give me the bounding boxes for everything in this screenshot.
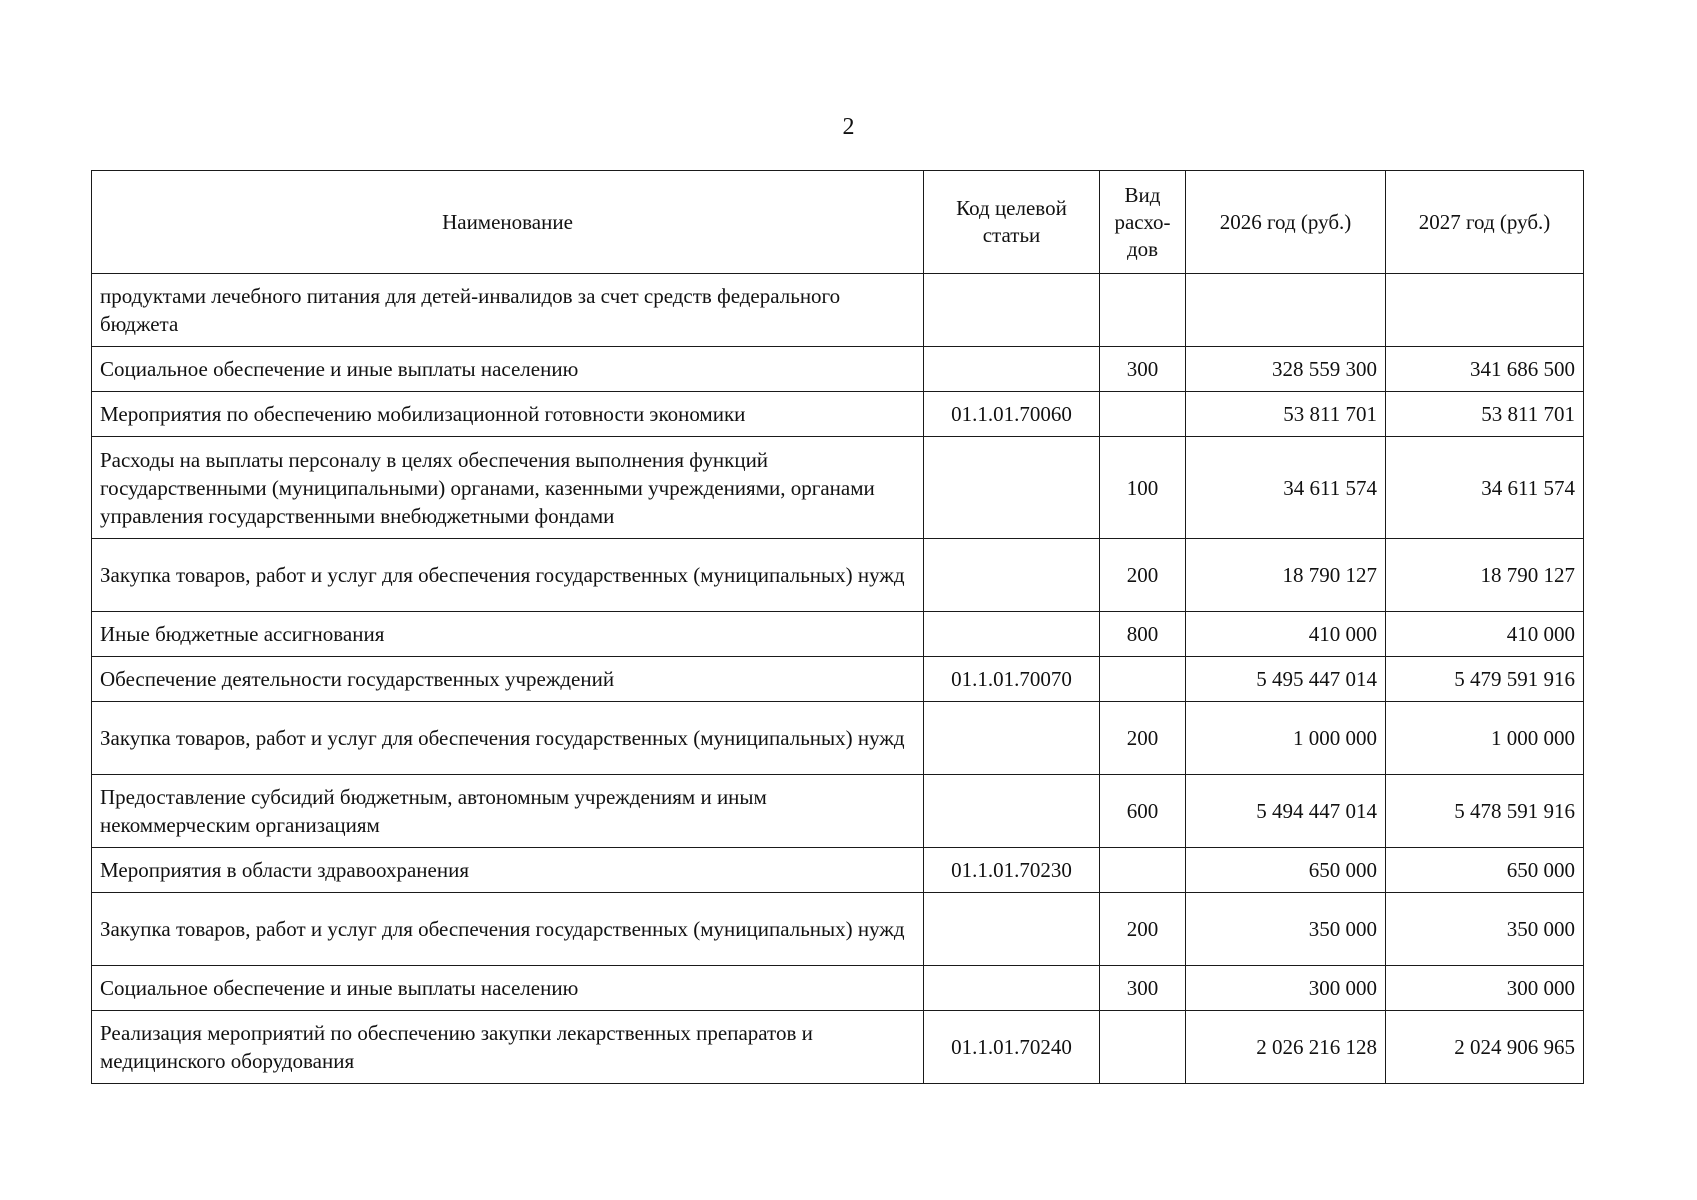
cell-2027: 650 000 xyxy=(1386,848,1584,893)
cell-code xyxy=(924,539,1100,612)
cell-2027: 300 000 xyxy=(1386,966,1584,1011)
cell-code xyxy=(924,893,1100,966)
cell-2027: 341 686 500 xyxy=(1386,347,1584,392)
cell-code: 01.1.01.70240 xyxy=(924,1011,1100,1084)
cell-code xyxy=(924,437,1100,539)
cell-name: Закупка товаров, работ и услуг для обеспечения государственных (муниципальных) нужд xyxy=(92,893,924,966)
cell-kind: 800 xyxy=(1100,612,1186,657)
header-kind: Вид расхо-дов xyxy=(1100,171,1186,274)
cell-kind xyxy=(1100,392,1186,437)
cell-kind: 300 xyxy=(1100,347,1186,392)
cell-code xyxy=(924,274,1100,347)
cell-2026: 34 611 574 xyxy=(1186,437,1386,539)
table-row xyxy=(92,392,1584,437)
page-number: 2 xyxy=(842,114,855,140)
budget-table xyxy=(91,170,1584,1084)
cell-code xyxy=(924,966,1100,1011)
cell-2027: 18 790 127 xyxy=(1386,539,1584,612)
cell-2026: 350 000 xyxy=(1186,893,1386,966)
cell-kind xyxy=(1100,1011,1186,1084)
cell-name: Социальное обеспечение и иные выплаты населению xyxy=(92,966,924,1011)
header-2026: 2026 год (руб.) xyxy=(1186,171,1386,274)
cell-name: Мероприятия по обеспечению мобилизационной готовности экономики xyxy=(92,392,924,437)
cell-code xyxy=(924,347,1100,392)
table-row xyxy=(92,702,1584,775)
table-row xyxy=(92,437,1584,539)
cell-2027: 410 000 xyxy=(1386,612,1584,657)
cell-name: Реализация мероприятий по обеспечению закупки лекарственных препаратов и медицинского оборудования xyxy=(92,1011,924,1084)
cell-name: Расходы на выплаты персоналу в целях обеспечения выполнения функций государственными (муниципальными) органами, казенными учреждениями, органами управления государственными внебюджетными фондами xyxy=(92,437,924,539)
table-row xyxy=(92,775,1584,848)
cell-2026: 410 000 xyxy=(1186,612,1386,657)
cell-2027: 350 000 xyxy=(1386,893,1584,966)
cell-2027: 5 479 591 916 xyxy=(1386,657,1584,702)
header-name: Наименование xyxy=(92,171,924,274)
cell-code xyxy=(924,702,1100,775)
cell-2027: 53 811 701 xyxy=(1386,392,1584,437)
table-row xyxy=(92,539,1584,612)
cell-kind: 200 xyxy=(1100,702,1186,775)
table-row xyxy=(92,612,1584,657)
cell-name: Обеспечение деятельности государственных учреждений xyxy=(92,657,924,702)
table-row xyxy=(92,848,1584,893)
cell-name: Социальное обеспечение и иные выплаты населению xyxy=(92,347,924,392)
cell-kind: 300 xyxy=(1100,966,1186,1011)
cell-2027: 1 000 000 xyxy=(1386,702,1584,775)
cell-code xyxy=(924,612,1100,657)
table-row xyxy=(92,274,1584,347)
cell-name: Иные бюджетные ассигнования xyxy=(92,612,924,657)
cell-2027 xyxy=(1386,274,1584,347)
cell-2027: 34 611 574 xyxy=(1386,437,1584,539)
cell-kind: 200 xyxy=(1100,539,1186,612)
cell-name: продуктами лечебного питания для детей-инвалидов за счет средств федерального бюджета xyxy=(92,274,924,347)
table-row xyxy=(92,1011,1584,1084)
table-row xyxy=(92,347,1584,392)
cell-2026: 18 790 127 xyxy=(1186,539,1386,612)
cell-code: 01.1.01.70230 xyxy=(924,848,1100,893)
cell-name: Закупка товаров, работ и услуг для обеспечения государственных (муниципальных) нужд xyxy=(92,702,924,775)
cell-name: Мероприятия в области здравоохранения xyxy=(92,848,924,893)
cell-kind: 100 xyxy=(1100,437,1186,539)
cell-kind: 600 xyxy=(1100,775,1186,848)
cell-2026: 5 495 447 014 xyxy=(1186,657,1386,702)
table-row xyxy=(92,893,1584,966)
table-row xyxy=(92,657,1584,702)
cell-2026: 650 000 xyxy=(1186,848,1386,893)
cell-code: 01.1.01.70060 xyxy=(924,392,1100,437)
cell-kind xyxy=(1100,274,1186,347)
header-code: Код целевой статьи xyxy=(924,171,1100,274)
cell-kind xyxy=(1100,657,1186,702)
cell-2027: 5 478 591 916 xyxy=(1386,775,1584,848)
cell-name: Предоставление субсидий бюджетным, автономным учреждениям и иным некоммерческим организациям xyxy=(92,775,924,848)
cell-2027: 2 024 906 965 xyxy=(1386,1011,1584,1084)
cell-code: 01.1.01.70070 xyxy=(924,657,1100,702)
cell-2026: 53 811 701 xyxy=(1186,392,1386,437)
header-2027: 2027 год (руб.) xyxy=(1386,171,1584,274)
cell-2026: 1 000 000 xyxy=(1186,702,1386,775)
table-header-row xyxy=(92,171,1584,274)
cell-2026: 5 494 447 014 xyxy=(1186,775,1386,848)
cell-kind: 200 xyxy=(1100,893,1186,966)
table-row xyxy=(92,966,1584,1011)
cell-2026: 300 000 xyxy=(1186,966,1386,1011)
cell-2026 xyxy=(1186,274,1386,347)
cell-code xyxy=(924,775,1100,848)
cell-2026: 2 026 216 128 xyxy=(1186,1011,1386,1084)
cell-2026: 328 559 300 xyxy=(1186,347,1386,392)
cell-name: Закупка товаров, работ и услуг для обеспечения государственных (муниципальных) нужд xyxy=(92,539,924,612)
cell-kind xyxy=(1100,848,1186,893)
